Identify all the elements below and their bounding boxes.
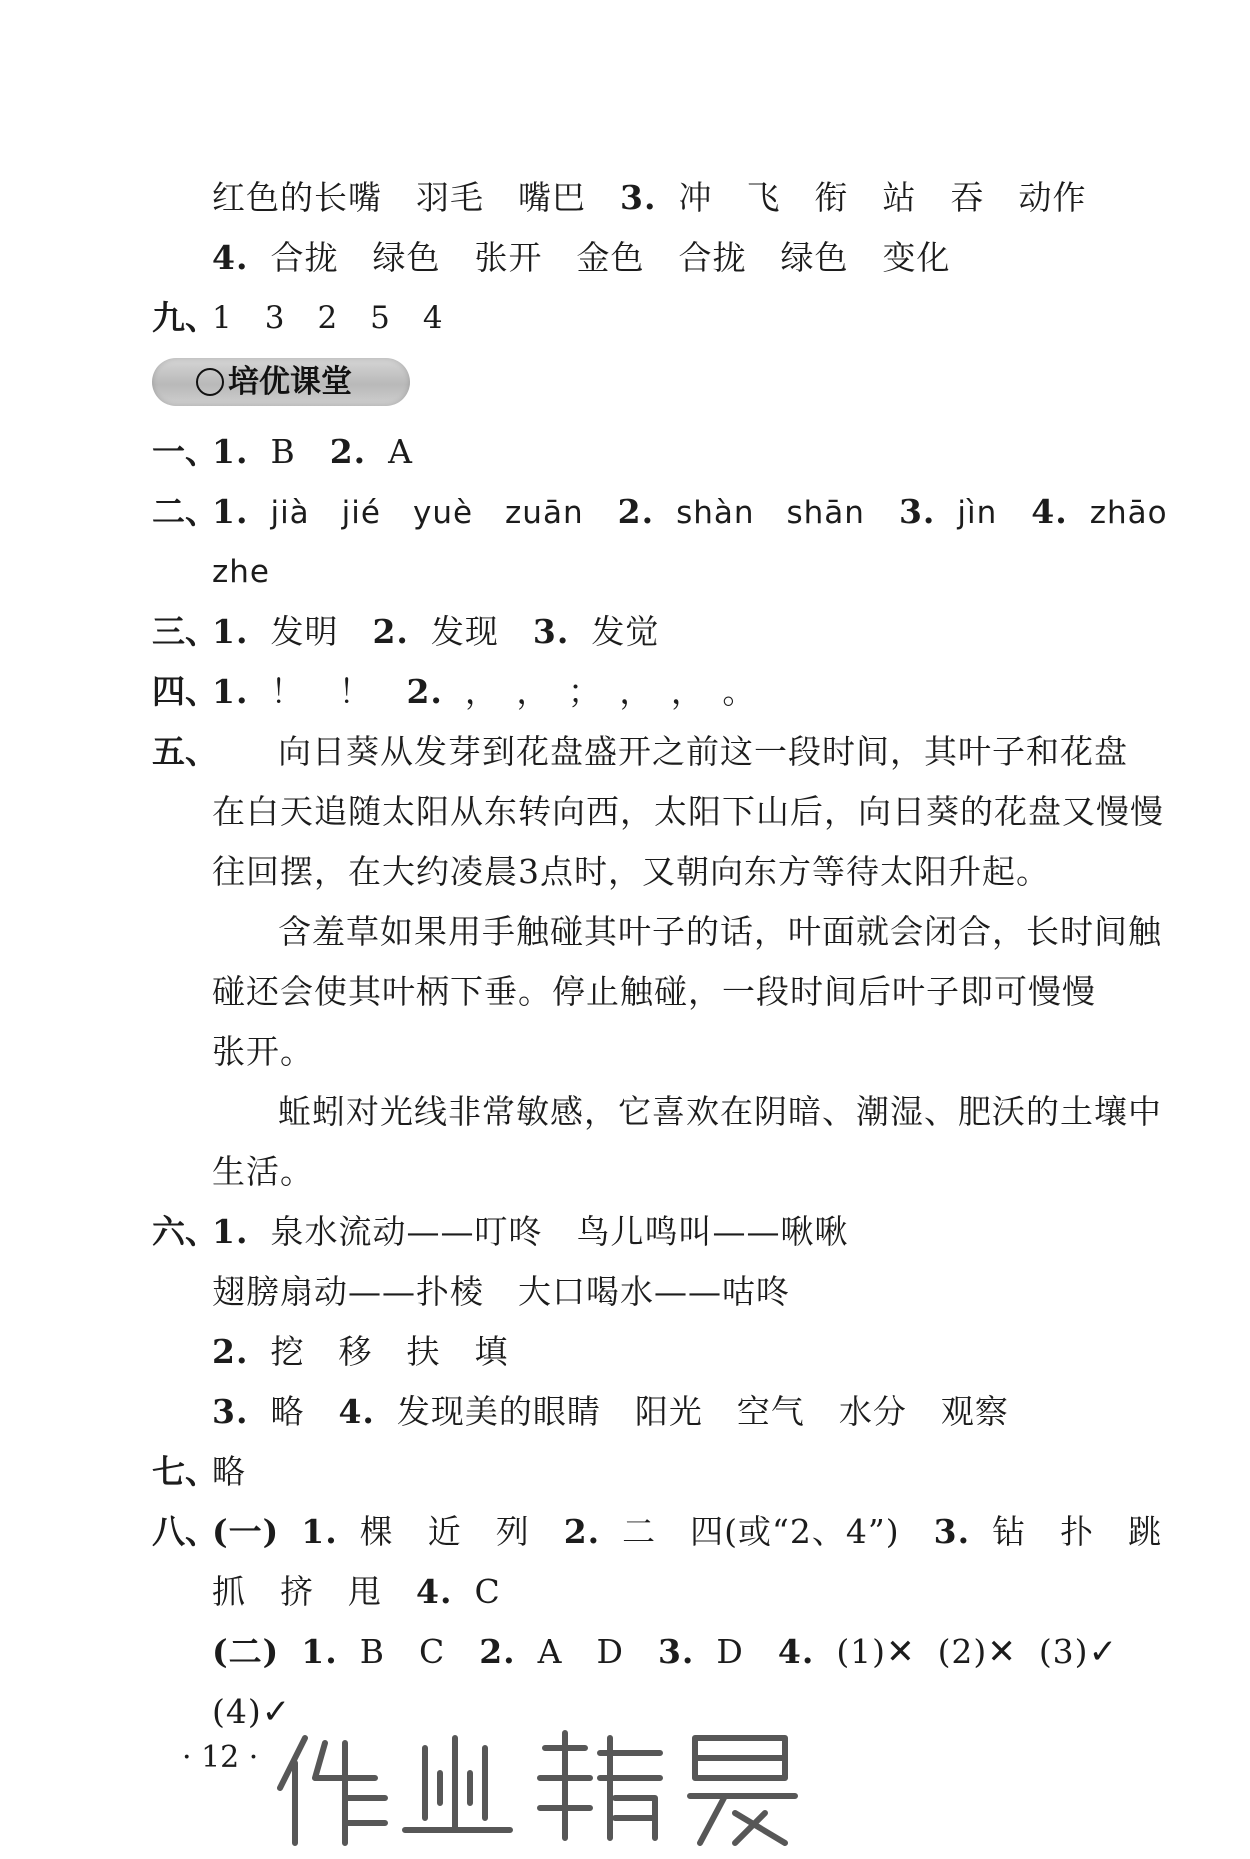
item-number: 3. — [657, 1632, 695, 1671]
answer-item: 衔 — [814, 178, 849, 217]
answer-item: 发现 — [430, 612, 499, 651]
answer-item: 嘴巴 — [518, 178, 586, 217]
sub-item-number: (3) — [1038, 1632, 1089, 1671]
answer-text — [212, 1622, 1118, 1682]
sub-item-number: (2) — [937, 1632, 988, 1671]
answer-text — [212, 1682, 291, 1742]
item-number: 2. — [617, 492, 655, 531]
sub-item-number: (1) — [836, 1632, 887, 1671]
answer-item: 变化 — [882, 238, 951, 277]
item-number: 1. — [212, 1212, 249, 1251]
answer-item: 动作 — [1018, 178, 1087, 217]
circle-icon — [196, 368, 224, 396]
answer-item: C — [474, 1572, 501, 1611]
item-number: 1. — [301, 1632, 338, 1671]
item-number: 3. — [898, 492, 936, 531]
answer-item: 发明 — [270, 612, 339, 651]
pinyin-answer: shàn shān — [676, 495, 865, 531]
paragraph-line: 向日葵从发芽到花盘盛开之前这一段时间，其叶子和花盘 — [278, 732, 1128, 771]
answer-item: 翅膀扇动——扑棱 大口喝水——咕咚 — [212, 1272, 790, 1311]
item-number: 1. — [212, 672, 249, 711]
answer-item: 棵 近 列 — [359, 1512, 530, 1551]
item-number: 3. — [933, 1512, 971, 1551]
answer-item: 绿色 — [780, 238, 849, 277]
answer-text — [212, 1202, 848, 1262]
question-label: 七、 — [152, 1452, 218, 1491]
item-number: 4. — [1031, 492, 1068, 531]
answer-item: 吞 — [950, 178, 985, 217]
subpart-label: (一) — [212, 1512, 280, 1551]
answer-text — [212, 422, 413, 482]
check-mark-icon: ✓ — [261, 1692, 292, 1732]
answer-item: B — [270, 432, 296, 471]
item-number: 2. — [479, 1632, 516, 1671]
answer-item: 飞 — [746, 178, 781, 217]
answer-item: 泉水流动——叮咚 鸟儿鸣叫——啾啾 — [270, 1212, 849, 1251]
answer-item: 绿色 — [372, 238, 441, 277]
paragraph-line: 碰还会使其叶柄下垂。停止触碰，一段时间后叶子即可慢慢 — [212, 972, 1096, 1011]
question-label: 二、 — [152, 492, 218, 531]
answer-text: 1 3 2 5 4 — [212, 300, 444, 336]
pinyin-answer: jià jié yuè zuān — [270, 495, 584, 531]
answer-text — [212, 1322, 508, 1382]
section-heading: 培优课堂 — [228, 364, 352, 400]
answer-text — [212, 482, 1168, 543]
cross-mark-icon: ✕ — [886, 1632, 916, 1672]
answer-text — [212, 1562, 501, 1622]
answer-text — [212, 662, 756, 722]
answer-text — [212, 1502, 1162, 1562]
item-number: 2. — [329, 432, 367, 471]
answer-item: 略 — [212, 1452, 246, 1491]
answer-item: 二 四(或“2、4”) — [622, 1512, 900, 1551]
answer-item: 羽毛 — [416, 178, 484, 217]
answer-item: 合拢 — [270, 238, 339, 277]
subpart-label: (二) — [212, 1632, 280, 1671]
item-number: 1. — [212, 612, 249, 651]
answer-item: 发觉 — [591, 612, 660, 651]
answer-item: 抓 挤 甩 — [212, 1572, 382, 1611]
item-number: 2. — [372, 612, 409, 651]
question-label: 六、 — [152, 1212, 218, 1251]
question-label: 四、 — [152, 672, 218, 711]
paragraph-line: 在白天追随太阳从东转向西，太阳下山后，向日葵的花盘又慢慢 — [212, 792, 1164, 831]
answer-item: D — [716, 1632, 744, 1671]
paragraph-line: 含羞草如果用手触碰其叶子的话，叶面就会闭合，长时间触 — [278, 912, 1162, 951]
answer-item: ， ， ； ， ， 。 — [464, 672, 757, 711]
item-number: 1. — [212, 432, 249, 471]
paragraph-line: 往回摆，在大约凌晨3点时，又朝向东方等待太阳升起。 — [212, 852, 1050, 891]
paragraph-line: 张开。 — [212, 1032, 314, 1071]
item-number: 3. — [532, 612, 570, 651]
answer-item: 挖 移 扶 填 — [270, 1332, 509, 1371]
answer-text — [212, 1382, 1009, 1442]
answer-item: A D — [537, 1632, 624, 1671]
question-label: 一、 — [152, 432, 218, 471]
watermark-logo — [265, 1718, 825, 1853]
cross-mark-icon: ✕ — [987, 1632, 1017, 1672]
sub-item-number: (4) — [212, 1692, 262, 1731]
answer-item: B C — [359, 1632, 446, 1671]
pinyin-answer: jìn — [957, 495, 998, 531]
item-number: 1. — [301, 1512, 338, 1551]
item-number: 2. — [563, 1512, 601, 1551]
item-number: 3. — [212, 1392, 249, 1431]
answer-item: 钻 扑 跳 — [992, 1512, 1163, 1551]
item-number: 4. — [212, 238, 249, 277]
answer-text — [212, 168, 1086, 228]
item-number: 2. — [212, 1332, 249, 1371]
question-label: 三、 — [152, 612, 218, 651]
page-number: · 12 · — [182, 1740, 259, 1775]
answer-item: 冲 — [678, 178, 713, 217]
answer-text — [212, 228, 950, 288]
answer-item: 金色 — [576, 238, 645, 277]
answer-item: 红色的长嘴 — [212, 178, 382, 217]
answer-item: 发现美的眼睛 阳光 空气 水分 观察 — [396, 1392, 1009, 1431]
pinyin-answer: zhāo — [1089, 495, 1168, 531]
answer-text — [212, 602, 659, 662]
check-mark-icon: ✓ — [1088, 1632, 1119, 1672]
item-number: 2. — [406, 672, 443, 711]
pinyin-answer: zhe — [212, 554, 270, 590]
question-label: 五、 — [152, 732, 218, 771]
answer-item: 站 — [882, 178, 917, 217]
paragraph-line: 蚯蚓对光线非常敏感，它喜欢在阴暗、潮湿、肥沃的土壤中 — [278, 1092, 1162, 1131]
answer-item: 张开 — [474, 238, 543, 277]
question-label: 九、 — [152, 298, 218, 337]
answer-item: 略 — [270, 1392, 305, 1431]
answer-item: A — [388, 432, 414, 471]
section-heading-badge — [152, 358, 410, 406]
item-number: 3. — [620, 178, 657, 217]
paragraph-line: 生活。 — [212, 1152, 314, 1191]
answer-item: 合拢 — [678, 238, 747, 277]
item-number: 1. — [212, 492, 249, 531]
question-label: 八、 — [152, 1512, 218, 1551]
answer-item: ！ ！ — [270, 672, 373, 711]
item-number: 4. — [338, 1392, 375, 1431]
item-number: 4. — [416, 1572, 453, 1611]
item-number: 4. — [777, 1632, 815, 1671]
